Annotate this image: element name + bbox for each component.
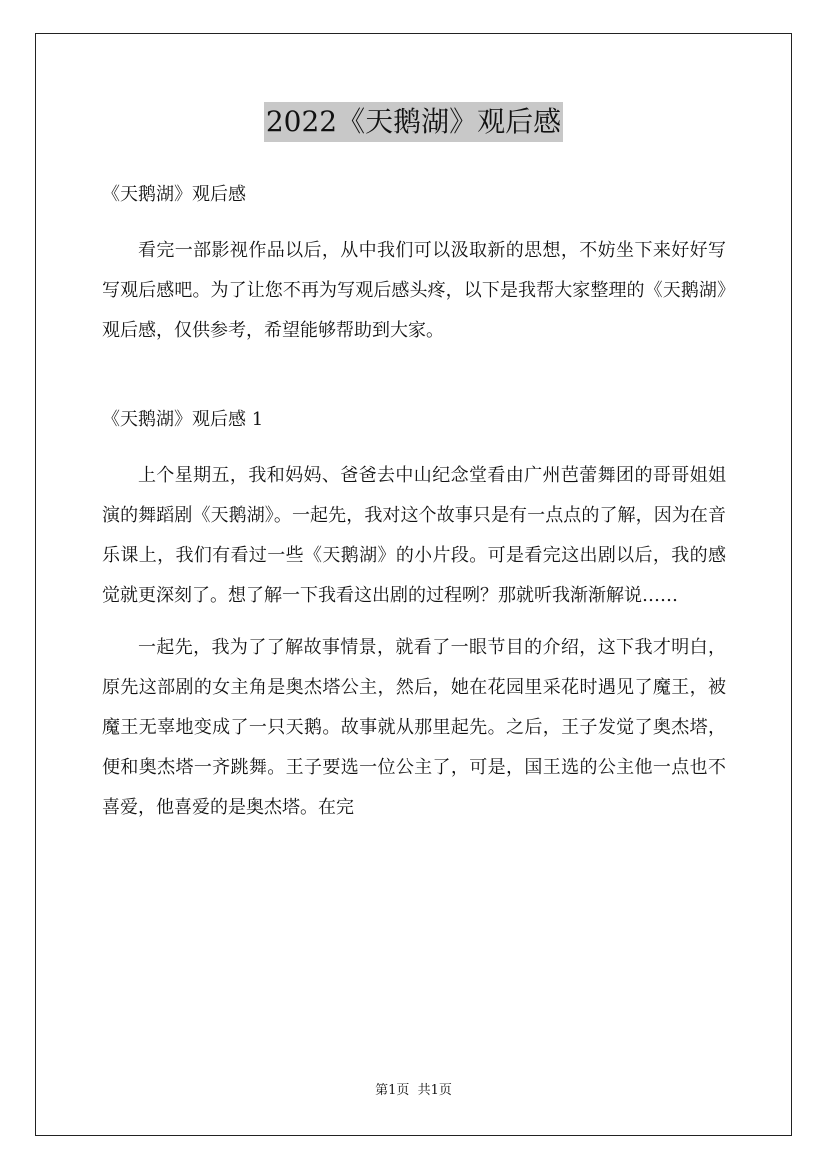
intro-paragraph: 看完一部影视作品以后，从中我们可以汲取新的思想，不妨坐下来好好写写观后感吧。为了让您不再为写观后感头疼，以下是我帮大家整理的《天鹅湖》观后感，仅供参考，希望能够帮助到大家。: [102, 240, 726, 341]
body-paragraph-2: 一起先，我为了了解故事情景，就看了一眼节目的介绍，这下我才明白，原先这部剧的女主角是奥杰塔公主，然后，她在花园里采花时遇见了魔王，被魔王无辜地变成了一只天鹅。故事就从那里起先。之后，王子发觉了奥杰塔，便和奥杰塔一齐跳舞。王子要选一位公主了，可是，国王选的公主他一点也不喜爱，他喜爱的是奥杰塔。在完: [102, 637, 726, 818]
intro-heading: 《天鹅湖》观后感: [102, 184, 246, 205]
page-footer: 第1页 共1页: [375, 1083, 452, 1098]
body-paragraph-1: 上个星期五，我和妈妈、爸爸去中山纪念堂看由广州芭蕾舞团的哥哥姐姐演的舞蹈剧《天鹅湖》。一起先，我对这个故事只是有一点点的了解，因为在音乐课上，我们有看过一些《天鹅湖》的小片段。可是看完这出剧以后，我的感觉就更深刻了。想了解一下我看这出剧的过程咧？那就听我渐渐解说……: [102, 465, 726, 606]
document-body: [102, 176, 726, 828]
section-heading: 《天鹅湖》观后感 1: [102, 409, 264, 430]
document-title: 2022《天鹅湖》观后感: [264, 102, 563, 142]
title-container: [0, 102, 827, 142]
